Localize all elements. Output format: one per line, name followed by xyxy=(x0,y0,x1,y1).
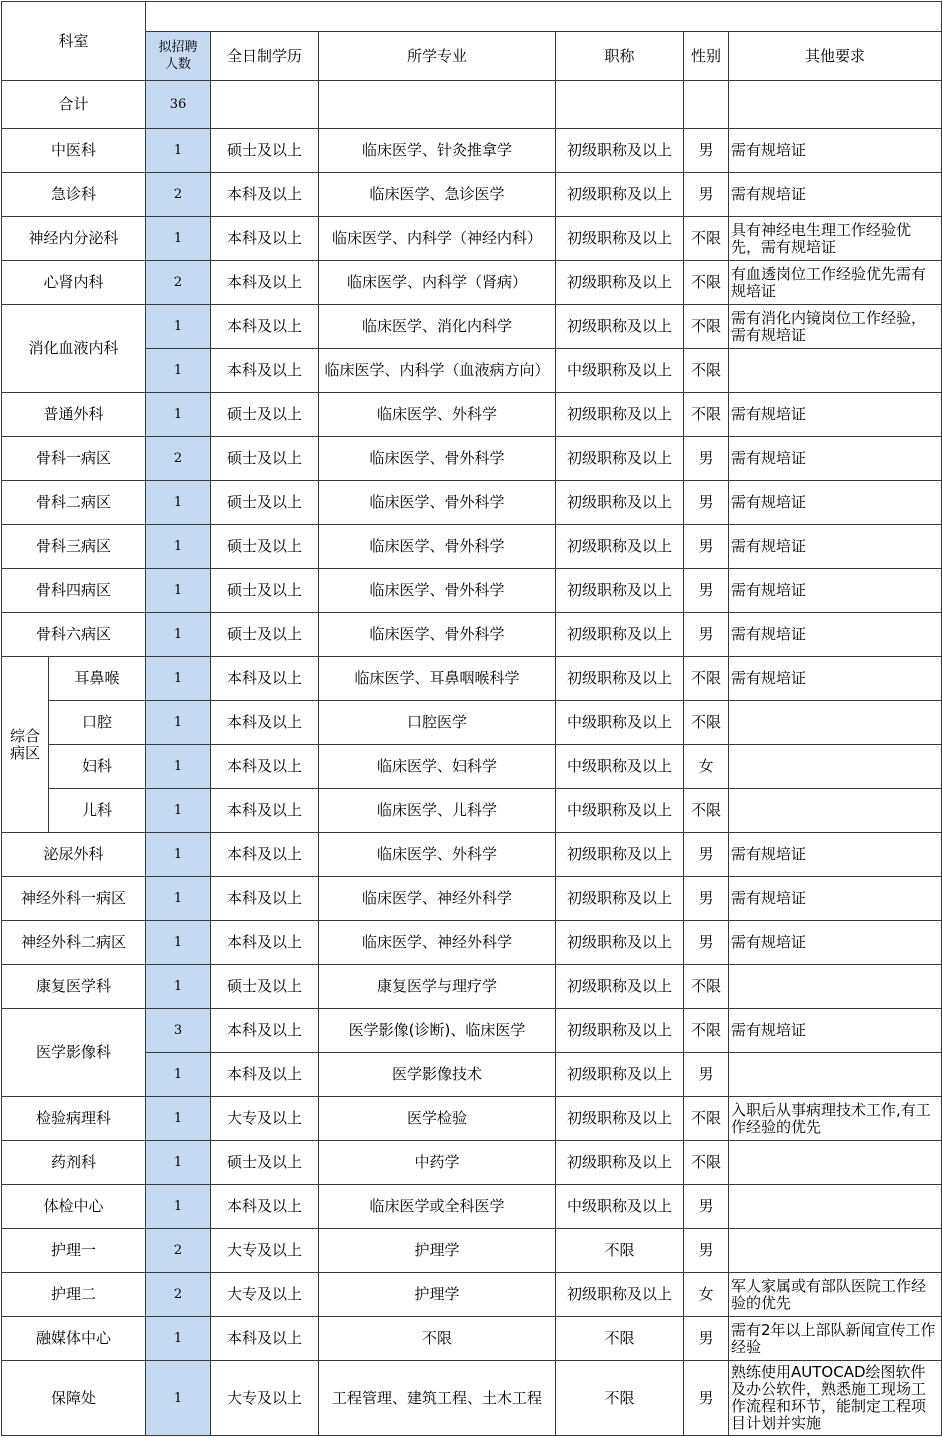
table-row xyxy=(2,437,942,481)
other-cell: 需有消化内镜岗位工作经验，需有规培证 xyxy=(729,305,942,349)
dept-cell: 神经外科二病区 xyxy=(2,921,146,965)
title-cell: 初级职称及以上 xyxy=(556,833,684,877)
major-cell: 临床医学、内科学（肾病） xyxy=(319,261,556,305)
gender-cell: 不限 xyxy=(684,393,729,437)
count-cell: 1 xyxy=(146,965,211,1009)
education-cell: 大专及以上 xyxy=(211,1273,319,1317)
major-cell: 医学影像技术 xyxy=(319,1053,556,1097)
gender-cell: 不限 xyxy=(684,965,729,1009)
table-row xyxy=(2,1009,942,1053)
gender-cell: 不限 xyxy=(684,305,729,349)
dept-cell: 康复医学科 xyxy=(2,965,146,1009)
table-row xyxy=(2,393,942,437)
table-row xyxy=(2,877,942,921)
count-cell: 2 xyxy=(146,1229,211,1273)
major-cell: 护理学 xyxy=(319,1229,556,1273)
dept-cell: 护理一 xyxy=(2,1229,146,1273)
other-cell: 需有规培证 xyxy=(729,393,942,437)
major-cell: 临床医学、耳鼻咽喉科学 xyxy=(319,657,556,701)
table-row xyxy=(2,261,942,305)
education-cell: 本科及以上 xyxy=(211,877,319,921)
gender-cell: 男 xyxy=(684,1361,729,1436)
total-count: 36 xyxy=(146,81,211,129)
other-cell xyxy=(729,1141,942,1185)
title-cell: 初级职称及以上 xyxy=(556,877,684,921)
dept-cell: 医学影像科 xyxy=(2,1009,146,1097)
dept-cell: 普通外科 xyxy=(2,393,146,437)
dept-cell: 急诊科 xyxy=(2,173,146,217)
header-count: 拟招聘 人数 xyxy=(146,32,211,81)
table-row xyxy=(2,1141,942,1185)
major-cell: 临床医学、神经外科学 xyxy=(319,921,556,965)
education-cell: 硕士及以上 xyxy=(211,569,319,613)
count-cell: 1 xyxy=(146,877,211,921)
table-row xyxy=(2,657,942,701)
education-cell: 本科及以上 xyxy=(211,1317,319,1361)
total-label: 合计 xyxy=(2,81,146,129)
education-cell: 本科及以上 xyxy=(211,789,319,833)
count-cell: 1 xyxy=(146,305,211,349)
dept-cell: 妇科 xyxy=(49,745,146,789)
dept-cell: 骨科四病区 xyxy=(2,569,146,613)
major-cell: 不限 xyxy=(319,1317,556,1361)
total-edu xyxy=(211,81,319,129)
education-cell: 硕士及以上 xyxy=(211,437,319,481)
education-cell: 本科及以上 xyxy=(211,261,319,305)
dept-cell: 心肾内科 xyxy=(2,261,146,305)
count-cell: 1 xyxy=(146,745,211,789)
gender-cell: 男 xyxy=(684,877,729,921)
title-cell: 初级职称及以上 xyxy=(556,1141,684,1185)
education-cell: 本科及以上 xyxy=(211,1053,319,1097)
other-cell xyxy=(729,349,942,393)
table-row xyxy=(2,965,942,1009)
header-title: 职称 xyxy=(556,32,684,81)
other-cell: 需有2年以上部队新闻宣传工作经验 xyxy=(729,1317,942,1361)
table-row xyxy=(2,745,942,789)
title-cell: 初级职称及以上 xyxy=(556,1053,684,1097)
title-cell: 中级职称及以上 xyxy=(556,745,684,789)
table-row xyxy=(2,701,942,745)
title-cell: 初级职称及以上 xyxy=(556,481,684,525)
group-label-line2: 病区 xyxy=(9,743,40,762)
title-cell: 初级职称及以上 xyxy=(556,569,684,613)
dept-cell: 融媒体中心 xyxy=(2,1317,146,1361)
count-cell: 1 xyxy=(146,1097,211,1141)
title-cell: 初级职称及以上 xyxy=(556,217,684,261)
major-cell: 临床医学、骨外科学 xyxy=(319,613,556,657)
gender-cell: 男 xyxy=(684,481,729,525)
education-cell: 大专及以上 xyxy=(211,1229,319,1273)
major-cell: 临床医学、神经外科学 xyxy=(319,877,556,921)
major-cell: 临床医学、骨外科学 xyxy=(319,437,556,481)
other-cell: 需有规培证 xyxy=(729,1009,942,1053)
table-row xyxy=(2,525,942,569)
title-cell: 初级职称及以上 xyxy=(556,437,684,481)
title-cell: 不限 xyxy=(556,1229,684,1273)
title-cell: 中级职称及以上 xyxy=(556,1185,684,1229)
table-row xyxy=(2,789,942,833)
other-cell: 需有规培证 xyxy=(729,173,942,217)
education-cell: 硕士及以上 xyxy=(211,965,319,1009)
education-cell: 本科及以上 xyxy=(211,921,319,965)
education-cell: 本科及以上 xyxy=(211,305,319,349)
major-cell: 护理学 xyxy=(319,1273,556,1317)
other-cell xyxy=(729,1185,942,1229)
other-cell xyxy=(729,701,942,745)
dept-cell: 耳鼻喉 xyxy=(49,657,146,701)
title-cell: 初级职称及以上 xyxy=(556,1273,684,1317)
major-cell: 临床医学或全科医学 xyxy=(319,1185,556,1229)
gender-cell: 不限 xyxy=(684,701,729,745)
header-major: 所学专业 xyxy=(319,32,556,81)
major-cell: 中药学 xyxy=(319,1141,556,1185)
table-row xyxy=(2,173,942,217)
count-cell: 1 xyxy=(146,217,211,261)
count-cell: 2 xyxy=(146,1273,211,1317)
other-cell: 需有规培证 xyxy=(729,525,942,569)
header-education: 全日制学历 xyxy=(211,32,319,81)
other-cell xyxy=(729,745,942,789)
major-cell: 临床医学、骨外科学 xyxy=(319,569,556,613)
table-row xyxy=(2,1185,942,1229)
title-cell: 初级职称及以上 xyxy=(556,393,684,437)
major-cell: 工程管理、建筑工程、土木工程 xyxy=(319,1361,556,1436)
table-row xyxy=(2,1361,942,1436)
gender-cell: 女 xyxy=(684,745,729,789)
count-cell: 1 xyxy=(146,657,211,701)
dept-cell: 骨科三病区 xyxy=(2,525,146,569)
dept-cell: 骨科六病区 xyxy=(2,613,146,657)
gender-cell: 男 xyxy=(684,525,729,569)
education-cell: 硕士及以上 xyxy=(211,613,319,657)
other-cell xyxy=(729,965,942,1009)
major-cell: 口腔医学 xyxy=(319,701,556,745)
education-cell: 本科及以上 xyxy=(211,701,319,745)
group-label-line1: 综合 xyxy=(9,726,40,745)
count-cell: 3 xyxy=(146,1009,211,1053)
dept-cell: 儿科 xyxy=(49,789,146,833)
table-row xyxy=(2,129,942,173)
gender-cell: 男 xyxy=(684,1185,729,1229)
education-cell: 本科及以上 xyxy=(211,1185,319,1229)
header-other: 其他要求 xyxy=(729,32,942,81)
title-cell: 不限 xyxy=(556,1361,684,1436)
other-cell: 具有神经电生理工作经验优先，需有规培证 xyxy=(729,217,942,261)
dept-cell: 护理二 xyxy=(2,1273,146,1317)
gender-cell: 男 xyxy=(684,1229,729,1273)
dept-cell: 中医科 xyxy=(2,129,146,173)
gender-cell: 不限 xyxy=(684,1141,729,1185)
major-cell: 医学影像(诊断)、临床医学 xyxy=(319,1009,556,1053)
table-row xyxy=(2,305,942,349)
title-cell: 初级职称及以上 xyxy=(556,921,684,965)
title-cell: 中级职称及以上 xyxy=(556,789,684,833)
title-cell: 中级职称及以上 xyxy=(556,701,684,745)
total-major xyxy=(319,81,556,129)
other-cell xyxy=(729,789,942,833)
count-cell: 1 xyxy=(146,349,211,393)
other-cell: 需有规培证 xyxy=(729,657,942,701)
dept-cell: 骨科二病区 xyxy=(2,481,146,525)
count-cell: 1 xyxy=(146,1361,211,1436)
count-cell: 1 xyxy=(146,921,211,965)
title-cell: 初级职称及以上 xyxy=(556,261,684,305)
major-cell: 临床医学、外科学 xyxy=(319,833,556,877)
education-cell: 本科及以上 xyxy=(211,173,319,217)
title-cell: 初级职称及以上 xyxy=(556,173,684,217)
other-cell: 需有规培证 xyxy=(729,569,942,613)
count-cell: 1 xyxy=(146,569,211,613)
gender-cell: 男 xyxy=(684,833,729,877)
major-cell: 临床医学、骨外科学 xyxy=(319,525,556,569)
gender-cell: 不限 xyxy=(684,789,729,833)
major-cell: 康复医学与理疗学 xyxy=(319,965,556,1009)
header-gender: 性别 xyxy=(684,32,729,81)
gender-cell: 男 xyxy=(684,921,729,965)
count-cell: 2 xyxy=(146,173,211,217)
gender-cell: 不限 xyxy=(684,657,729,701)
count-cell: 2 xyxy=(146,437,211,481)
table-row xyxy=(2,1229,942,1273)
count-cell: 1 xyxy=(146,789,211,833)
major-cell: 临床医学、儿科学 xyxy=(319,789,556,833)
education-cell: 本科及以上 xyxy=(211,657,319,701)
count-cell: 1 xyxy=(146,525,211,569)
other-cell: 需有规培证 xyxy=(729,129,942,173)
table-row xyxy=(2,613,942,657)
dept-cell: 口腔 xyxy=(49,701,146,745)
education-cell: 硕士及以上 xyxy=(211,525,319,569)
other-cell: 需有规培证 xyxy=(729,437,942,481)
title-cell: 初级职称及以上 xyxy=(556,965,684,1009)
count-cell: 1 xyxy=(146,393,211,437)
education-cell: 本科及以上 xyxy=(211,217,319,261)
major-cell: 医学检验 xyxy=(319,1097,556,1141)
dept-cell: 检验病理科 xyxy=(2,1097,146,1141)
other-cell: 军人家属或有部队医院工作经验的优先 xyxy=(729,1273,942,1317)
title-cell: 不限 xyxy=(556,1317,684,1361)
title-cell: 初级职称及以上 xyxy=(556,305,684,349)
table-row xyxy=(2,481,942,525)
education-cell: 硕士及以上 xyxy=(211,129,319,173)
table-row xyxy=(2,1317,942,1361)
education-cell: 硕士及以上 xyxy=(211,1141,319,1185)
recruitment-table xyxy=(1,1,942,1436)
count-cell: 1 xyxy=(146,1053,211,1097)
gender-cell: 男 xyxy=(684,129,729,173)
education-cell: 本科及以上 xyxy=(211,833,319,877)
dept-cell: 骨科一病区 xyxy=(2,437,146,481)
gender-cell: 男 xyxy=(684,1317,729,1361)
dept-cell: 药剂科 xyxy=(2,1141,146,1185)
gender-cell: 女 xyxy=(684,1273,729,1317)
major-cell: 临床医学、消化内科学 xyxy=(319,305,556,349)
title-cell: 初级职称及以上 xyxy=(556,129,684,173)
table-row xyxy=(2,569,942,613)
education-cell: 大专及以上 xyxy=(211,1097,319,1141)
table-row xyxy=(2,1273,942,1317)
total-title xyxy=(556,81,684,129)
major-cell: 临床医学、内科学（神经内科） xyxy=(319,217,556,261)
other-cell: 需有规培证 xyxy=(729,833,942,877)
count-cell: 1 xyxy=(146,481,211,525)
major-cell: 临床医学、妇科学 xyxy=(319,745,556,789)
title-cell: 初级职称及以上 xyxy=(556,657,684,701)
gender-cell: 不限 xyxy=(684,349,729,393)
major-cell: 临床医学、骨外科学 xyxy=(319,481,556,525)
major-cell: 临床医学、急诊医学 xyxy=(319,173,556,217)
other-cell: 需有规培证 xyxy=(729,877,942,921)
count-cell: 1 xyxy=(146,701,211,745)
education-cell: 大专及以上 xyxy=(211,1361,319,1436)
education-cell: 硕士及以上 xyxy=(211,393,319,437)
count-cell: 1 xyxy=(146,1317,211,1361)
gender-cell: 男 xyxy=(684,437,729,481)
title-cell: 初级职称及以上 xyxy=(556,613,684,657)
other-cell: 有血透岗位工作经验优先需有规培证 xyxy=(729,261,942,305)
education-cell: 本科及以上 xyxy=(211,349,319,393)
gender-cell: 男 xyxy=(684,1053,729,1097)
education-cell: 本科及以上 xyxy=(211,1009,319,1053)
major-cell: 临床医学、内科学（血液病方向） xyxy=(319,349,556,393)
other-cell: 需有规培证 xyxy=(729,613,942,657)
gender-cell: 男 xyxy=(684,613,729,657)
other-cell: 需有规培证 xyxy=(729,921,942,965)
dept-cell: 泌尿外科 xyxy=(2,833,146,877)
gender-cell: 男 xyxy=(684,569,729,613)
gender-cell: 不限 xyxy=(684,217,729,261)
other-cell xyxy=(729,1053,942,1097)
gender-cell: 男 xyxy=(684,173,729,217)
header-dept: 科室 xyxy=(2,2,146,81)
gender-cell: 不限 xyxy=(684,1009,729,1053)
title-cell: 初级职称及以上 xyxy=(556,1009,684,1053)
major-cell: 临床医学、针灸推拿学 xyxy=(319,129,556,173)
count-cell: 1 xyxy=(146,1185,211,1229)
gender-cell: 不限 xyxy=(684,261,729,305)
other-cell: 熟练使用AUTOCAD绘图软件及办公软件，熟悉施工现场工作流程和环节，能制定工程项目计划并实施 xyxy=(729,1361,942,1436)
table-row xyxy=(2,1097,942,1141)
group-comprehensive xyxy=(2,657,49,833)
count-cell: 1 xyxy=(146,833,211,877)
title-cell: 初级职称及以上 xyxy=(556,1097,684,1141)
major-cell: 临床医学、外科学 xyxy=(319,393,556,437)
education-cell: 硕士及以上 xyxy=(211,481,319,525)
dept-cell: 神经内分泌科 xyxy=(2,217,146,261)
other-cell: 需有规培证 xyxy=(729,481,942,525)
table-row xyxy=(2,921,942,965)
table-row xyxy=(2,217,942,261)
dept-cell: 神经外科一病区 xyxy=(2,877,146,921)
total-gender xyxy=(684,81,729,129)
count-cell: 1 xyxy=(146,129,211,173)
dept-cell: 体检中心 xyxy=(2,1185,146,1229)
gender-cell: 不限 xyxy=(684,1097,729,1141)
count-cell: 2 xyxy=(146,261,211,305)
dept-cell: 保障处 xyxy=(2,1361,146,1436)
total-other xyxy=(729,81,942,129)
dept-cell: 消化血液内科 xyxy=(2,305,146,393)
count-cell: 1 xyxy=(146,613,211,657)
table-row xyxy=(2,833,942,877)
header-title-blank xyxy=(146,2,942,32)
title-cell: 初级职称及以上 xyxy=(556,525,684,569)
other-cell xyxy=(729,1229,942,1273)
title-cell: 中级职称及以上 xyxy=(556,349,684,393)
count-cell: 1 xyxy=(146,1141,211,1185)
education-cell: 本科及以上 xyxy=(211,745,319,789)
other-cell: 入职后从事病理技术工作,有工作经验的优先 xyxy=(729,1097,942,1141)
